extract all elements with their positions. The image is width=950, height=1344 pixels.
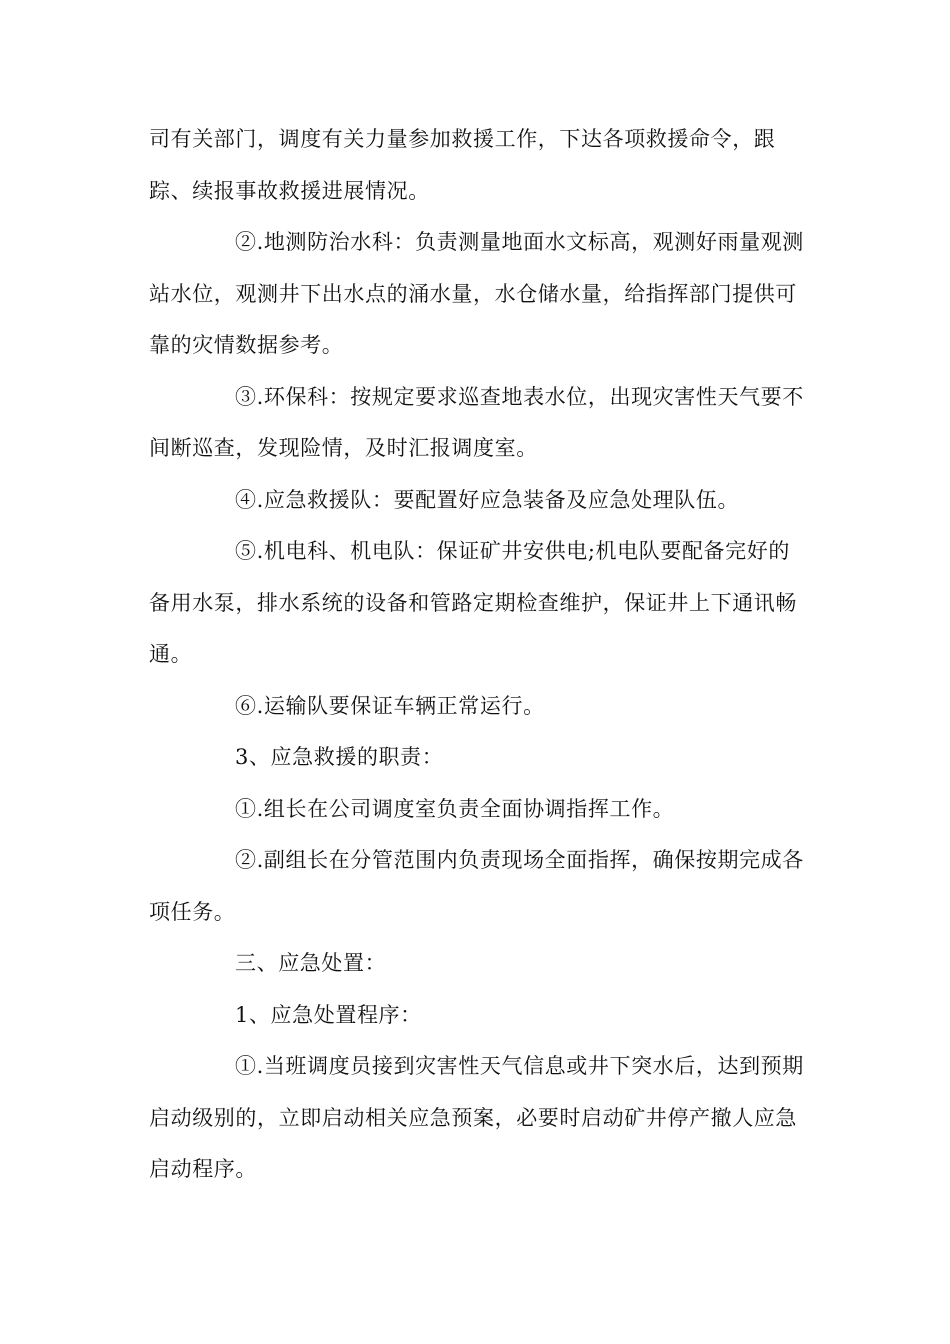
section-heading: 3、应急救援的职责： — [235, 745, 444, 769]
paragraph: 司有关部门，调度有关力量参加救援工作，下达各项救援命令，跟踪、续报事故救援进展情况。 — [149, 127, 776, 203]
paragraph: ②.副组长在分管范围内负责现场全面指挥，确保按期完成各项任务。 — [149, 848, 804, 924]
section-heading: 1、应急处置程序： — [235, 1002, 422, 1027]
document-body — [149, 114, 809, 1196]
paragraph: ⑤.机电科、机电队：保证矿井安供电;机电队要配备完好的备用水泵，排水系统的设备和管路定期检查维护，保证井上下通讯畅通。 — [149, 539, 797, 666]
paragraph: ①.组长在公司调度室负责全面协调指挥工作。 — [235, 796, 675, 821]
section-heading: 三、应急处置： — [235, 951, 387, 975]
paragraph: ②.地测防治水科：负责测量地面水文标高，观测好雨量观测站水位，观测井下出水点的涌水量，水仓储水量，给指挥部门提供可靠的灾情数据参考。 — [149, 230, 804, 357]
paragraph: ③.环保科：按规定要求巡查地表水位，出现灾害性天气要不间断巡查，发现险情，及时汇报调度室。 — [149, 384, 804, 460]
paragraph: ①.当班调度员接到灾害性天气信息或井下突水后，达到预期启动级别的，立即启动相关应急预案，必要时启动矿井停产撤人应急启动程序。 — [149, 1054, 804, 1181]
paragraph: ⑥.运输队要保证车辆正常运行。 — [235, 693, 545, 718]
paragraph: ④.应急救援队：要配置好应急装备及应急处理队伍。 — [235, 487, 740, 512]
